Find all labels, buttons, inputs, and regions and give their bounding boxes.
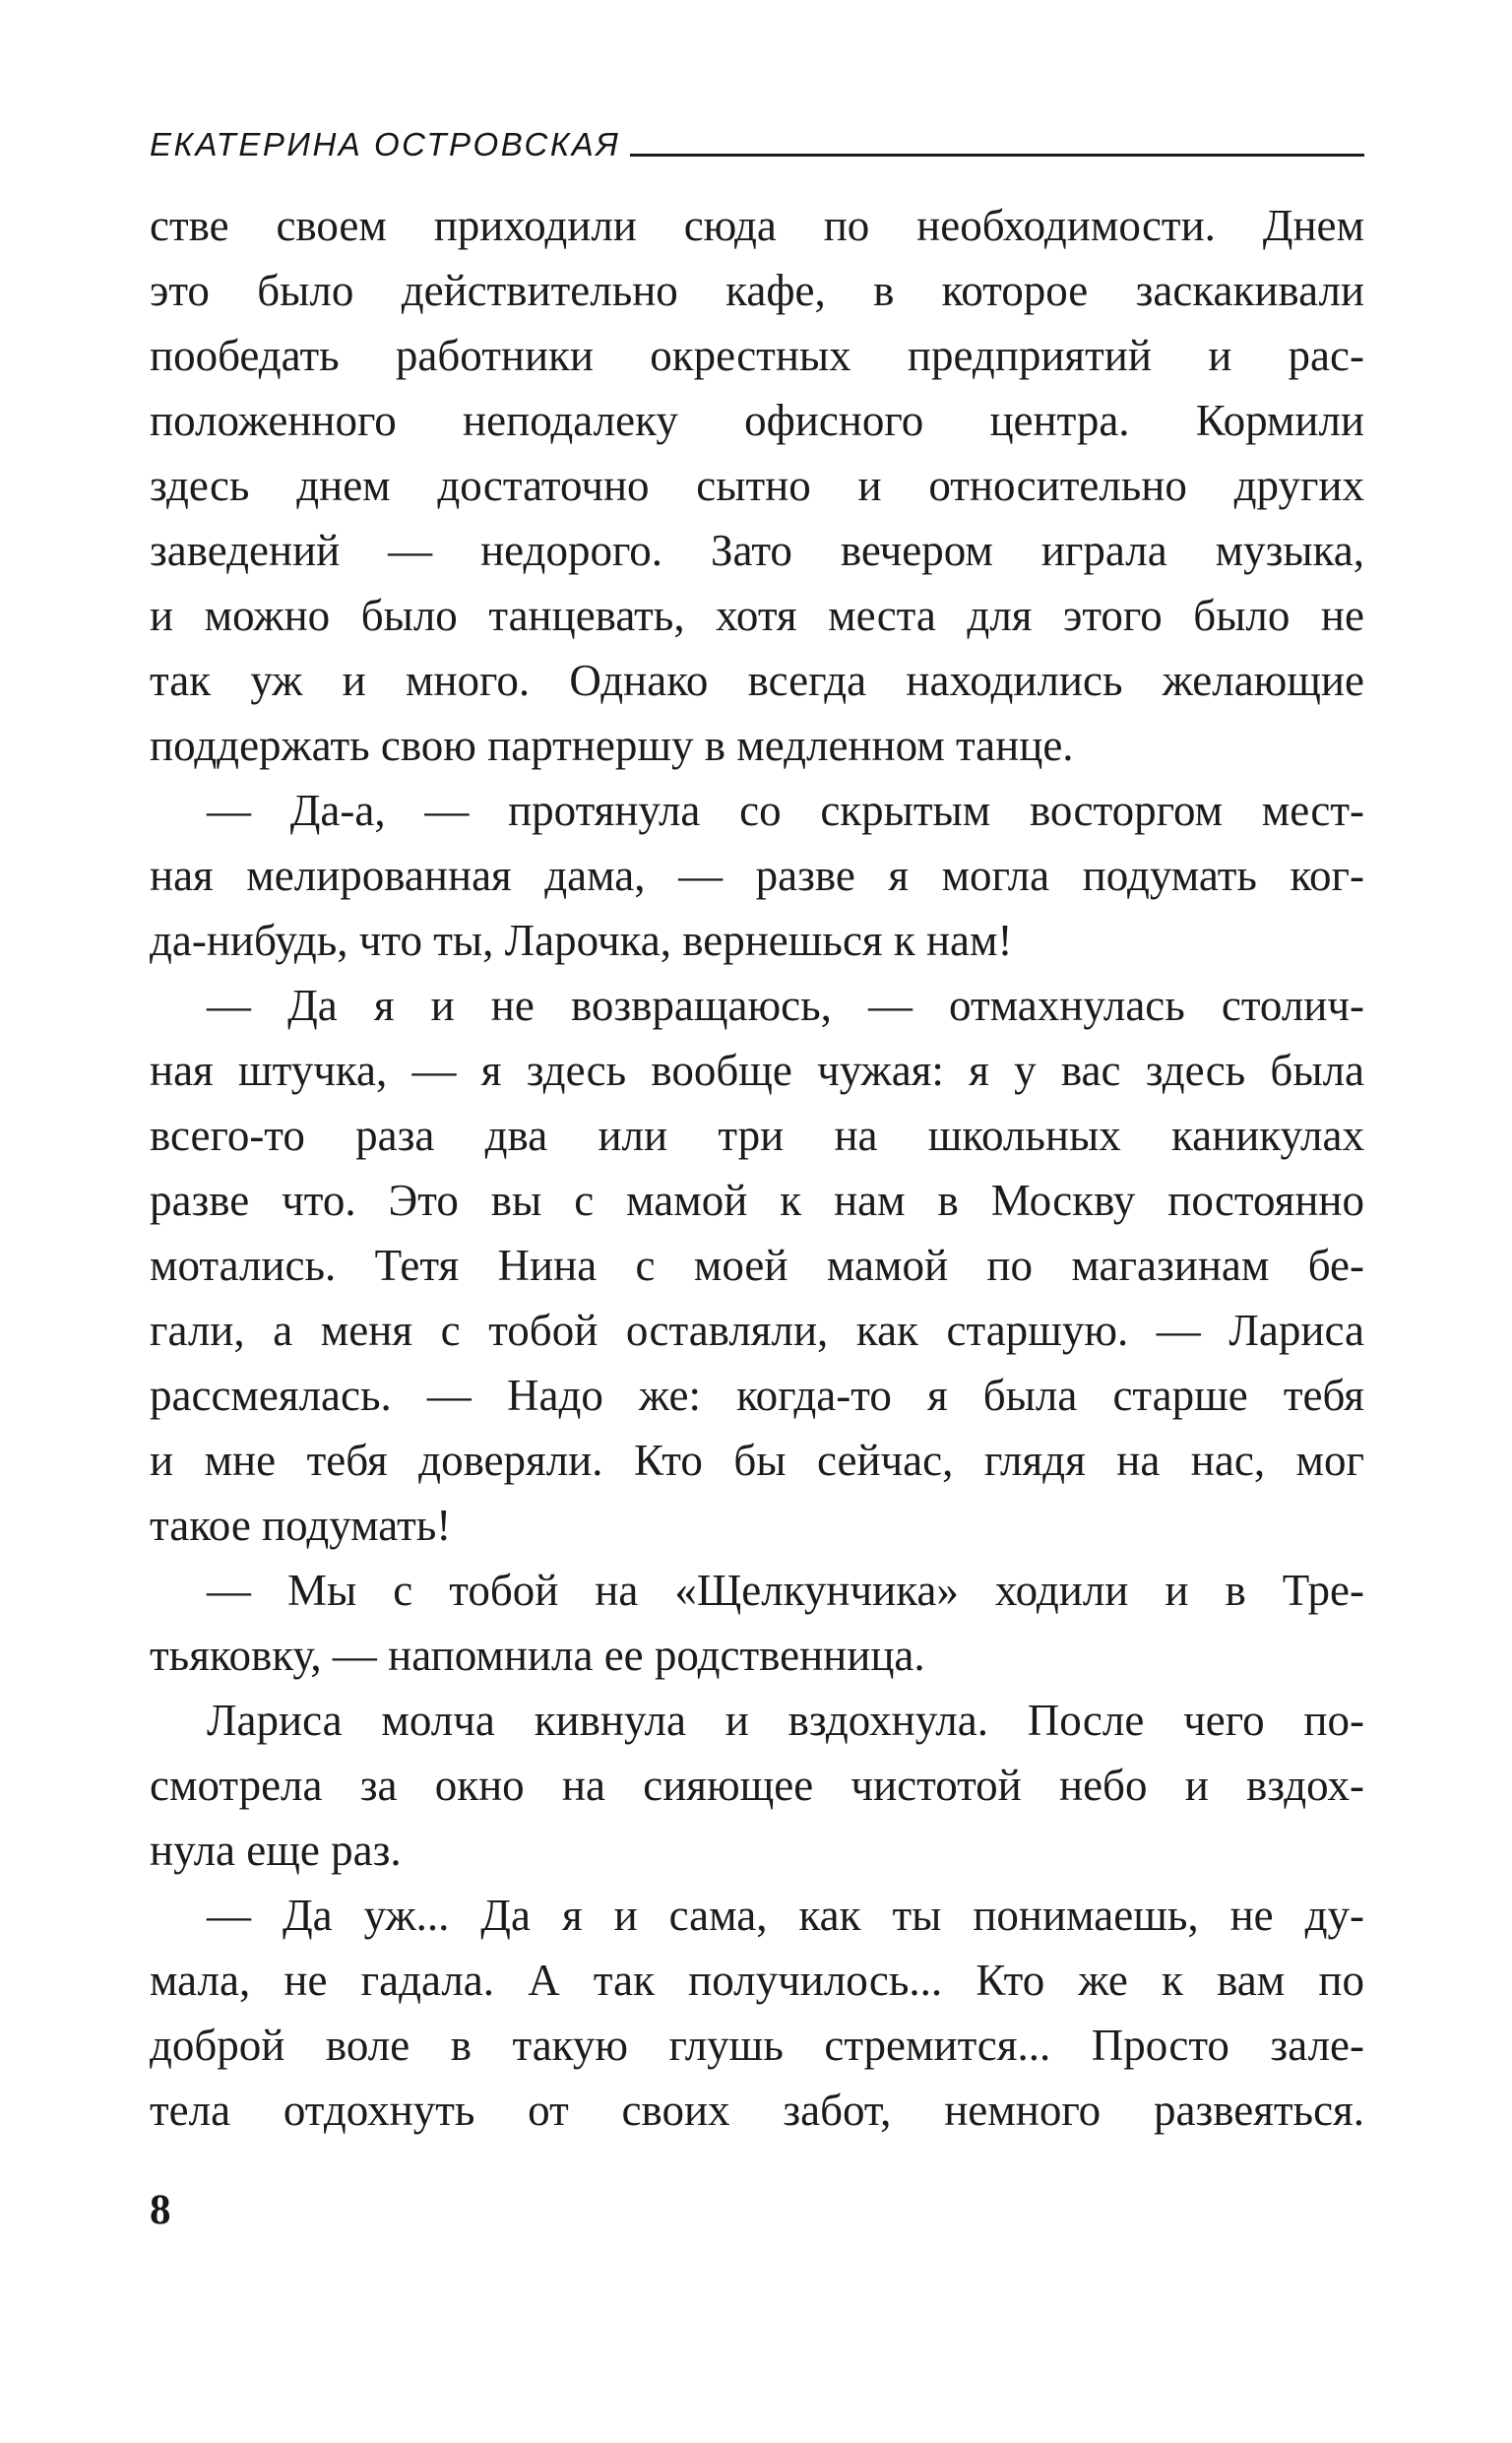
- text-line: гали, а меня с тобой оставляли, как старшую. — Лариса: [150, 1306, 1364, 1355]
- text-line: нула еще раз.: [150, 1826, 402, 1875]
- running-header: [150, 126, 1364, 163]
- page-number: 8: [150, 2187, 171, 2233]
- text-line: — Да-а, — протянула со скрытым восторгом мест-: [207, 786, 1364, 835]
- author-name: ЕКАТЕРИНА ОСТРОВСКАЯ: [150, 126, 621, 162]
- text-line: — Да уж... Да я и сама, как ты понимаешь, не ду-: [207, 1891, 1364, 1940]
- text-line: тьяковку, — напомнила ее родственница.: [150, 1631, 925, 1680]
- text-line: ная мелированная дама, — разве я могла подумать ког-: [150, 851, 1364, 900]
- text-line: да-нибудь, что ты, Ларочка, вернешься к нам!: [150, 916, 1013, 965]
- text-line: разве что. Это вы с мамой к нам в Москву постоянно: [150, 1176, 1364, 1225]
- paragraph: [150, 1688, 1364, 1883]
- paragraph: [150, 778, 1364, 973]
- text-line: Лариса молча кивнула и вздохнула. После чего по-: [207, 1696, 1364, 1745]
- text-line: такое подумать!: [150, 1501, 452, 1550]
- text-line: рассмеялась. — Надо же: когда-то я была старше тебя: [150, 1371, 1364, 1420]
- text-line: тела отдохнуть от своих забот, немного развеяться.: [150, 2086, 1364, 2135]
- text-line: мотались. Тетя Нина с моей мамой по магазинам бе-: [150, 1241, 1364, 1290]
- text-line: стве своем приходили сюда по необходимости. Днем: [150, 201, 1364, 250]
- text-line: и мне тебя доверяли. Кто бы сейчас, глядя на нас, мог: [150, 1436, 1364, 1485]
- text-line: это было действительно кафе, в которое заскакивали: [150, 266, 1364, 315]
- body-text-block: [150, 193, 1364, 2143]
- text-line: — Да я и не возвращаюсь, — отмахнулась столич-: [207, 981, 1364, 1030]
- text-line: пообедать работники окрестных предприятий и рас-: [150, 331, 1364, 380]
- text-line: заведений — недорого. Зато вечером играла музыка,: [150, 526, 1364, 575]
- text-line: так уж и много. Однако всегда находились желающие: [150, 656, 1364, 705]
- paragraph: [150, 973, 1364, 1558]
- text-line: всего-то раза два или три на школьных каникулах: [150, 1111, 1364, 1160]
- text-line: доброй воле в такую глушь стремится... Просто зале-: [150, 2021, 1364, 2070]
- text-line: поддержать свою партнершу в медленном танце.: [150, 721, 1074, 770]
- text-line: мала, не гадала. А так получилось... Кто же к вам по: [150, 1956, 1364, 2005]
- paragraph: [150, 1883, 1364, 2143]
- text-line: положенного неподалеку офисного центра. Кормили: [150, 396, 1364, 445]
- text-line: — Мы с тобой на «Щелкунчика» ходили и в Тре-: [207, 1566, 1364, 1615]
- paragraph: [150, 193, 1364, 778]
- text-line: смотрела за окно на сияющее чистотой небо и вздох-: [150, 1761, 1364, 1810]
- header-rule: [630, 154, 1364, 157]
- text-line: здесь днем достаточно сытно и относительно других: [150, 461, 1364, 510]
- text-line: ная штучка, — я здесь вообще чужая: я у вас здесь была: [150, 1046, 1364, 1095]
- text-line: и можно было танцевать, хотя места для этого было не: [150, 591, 1364, 640]
- paragraph: [150, 1558, 1364, 1688]
